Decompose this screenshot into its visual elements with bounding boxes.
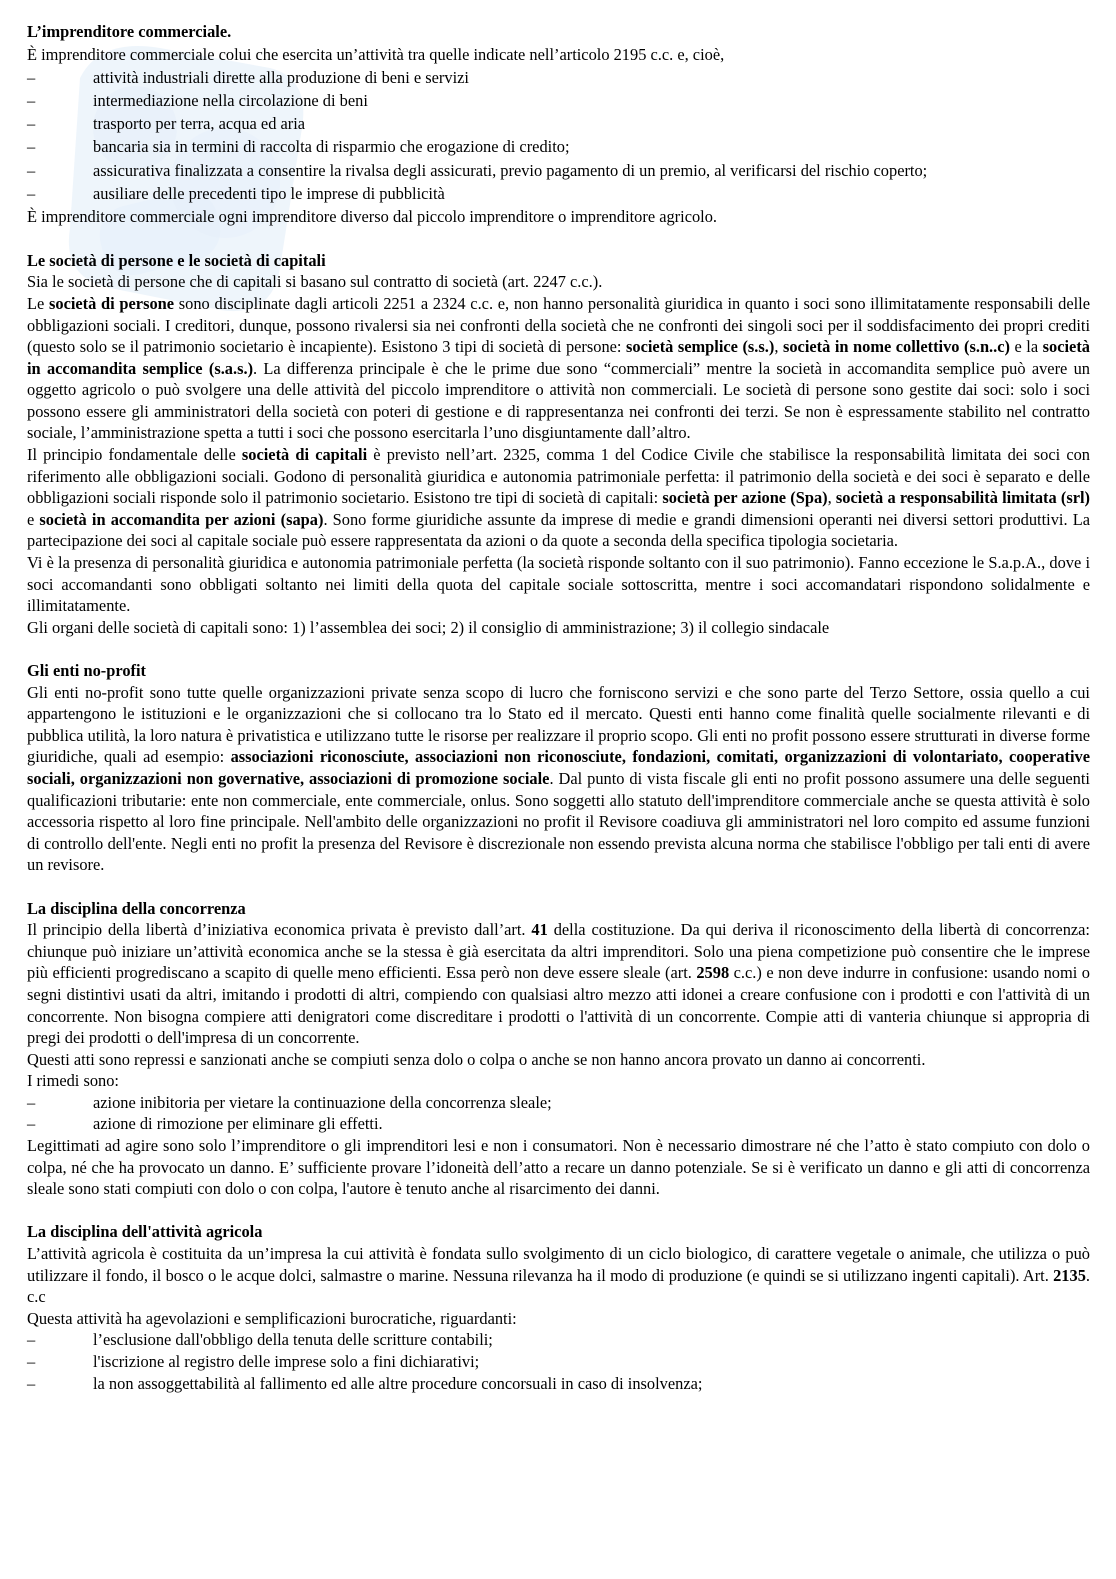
- section-imprenditore-commerciale: [27, 20, 1090, 228]
- bold-term: associazioni riconosciute, associazioni non riconosciute, fondazioni, comitati, organizzazioni di volontariato, cooperative sociali, organizzazioni non governative, associazioni di promozione sociale: [27, 747, 1091, 788]
- paragraph: Gli organi delle società di capitali sono: 1) l’assemblea dei soci; 2) il consiglio di amministrazione; 3) il collegio sindacale: [27, 617, 830, 637]
- paragraph-societa-capitali: [27, 444, 1090, 552]
- section-enti-no-profit: [27, 660, 1090, 876]
- paragraph: Questa attività ha agevolazioni e semplificazioni burocratiche, riguardanti:: [27, 1308, 517, 1328]
- paragraph: Sia le società di persone che di capitali si basano sul contratto di società (art. 2247 c.c.).: [27, 272, 603, 292]
- list-dash: –: [27, 114, 36, 134]
- list-dash: –: [27, 183, 36, 203]
- text-run: sono disciplinate dagli articoli 2251 a 2324 c.c. e, non hanno personalità giuridica in quanto i soci sono illimitatamente responsabili delle obbligazioni sociali. I creditori, dunque, possono rivalersi sia nei confronti della società che ne confronti dei singoli soci per il soddisfacimento dei propri crediti (questo solo se il patrimonio societario è incapiente). Esistono 3 tipi di società di persone:: [27, 293, 1091, 357]
- text-run: . Dal punto di vista fiscale gli enti no profit possono assumere una delle seguenti qualificazioni tributarie: ente non commerciale, ente commerciale, onlus. Sono soggetti allo statuto dell'imprenditore commerciale anche se questa attività è solo accessoria rispetto al loro fine principale. Nell'ambito delle organizzazioni no profit il Revisore coadiuva gli amministratori nel loro compito ed assume funzioni di controllo dell'ente. Negli enti no profit la presenza del Revisore è discrezionale non essendo prevista alcuna norma che stabilisce l'obbligo per tali enti di avere un revisore.: [27, 768, 1090, 875]
- list-item-text: azione inibitoria per vietare la continuazione della concorrenza sleale;: [93, 1092, 552, 1112]
- bold-term: società in accomandita semplice (s.a.s.): [27, 337, 1090, 378]
- list-dash: –: [27, 91, 36, 111]
- text-run: . La differenza principale è che le prime due sono “commerciali” mentre la società in accomandita semplice può avere un oggetto agricolo o può svolgere una delle attività del piccolo imprenditore o attività non commerciali. Le società di persone sono gestite dai soci: solo i soci possono essere gli amministratori della società con poteri di gestione e di rappresentanza nei confronti dei terzi. Se non è espressamente stabilito nel contratto sociale, l’amministrazione spetta a tutti i soci che possono esercitarla l’uno disgiuntamente dall’altro.: [27, 358, 1090, 443]
- list-item: [27, 182, 1090, 205]
- list-item-text: l'iscrizione al registro delle imprese solo a fini dichiarativi;: [93, 1352, 480, 1372]
- section-societa: [27, 250, 1090, 639]
- text-run: L’attività agricola è costituita da un’impresa la cui attività è fondata sullo svolgimento di un ciclo biologico, di carattere vegetale o animale, che utilizza o può utilizzare il fondo, il bosco o le acque dolci, salmastre o marine. Nessuna rilevanza ha il modo di produzione (e quindi se si utilizzano ingenti capitali). Art.: [27, 1244, 1090, 1285]
- paragraph-no-profit: [27, 682, 1090, 876]
- bold-term: società semplice (s.s.): [626, 337, 775, 357]
- bold-term: 41: [531, 920, 548, 940]
- list-dash: –: [27, 160, 36, 180]
- paragraph: Vi è la presenza di personalità giuridica e autonomia patrimoniale perfetta (la società risponde soltanto con il suo patrimonio). Fanno eccezione le S.a.p.A., dove i soci accomandanti sono obbligati soltanto nei limiti della quota del capitale sociale sottoscritta, mentre i soci accomandatari rispondono solidalmente e illimitatamente.: [27, 553, 1090, 616]
- list-dash: –: [27, 1114, 36, 1134]
- text-run: c.c.) e non deve indurre in confusione: usando nomi o segni distintivi usati da altri, imitando i prodotti di altri, compiendo con qualsiasi altro mezzo atti idonei a creare confusione con i prodotti e con l'attività di un concorrente. Non bisogna compiere atti denigratori come discreditare i prodotti o l'attività di un concorrente. Compie atti di vanteria chiunque si appropria di pregi dei prodotti o dell'impresa di un concorrente.: [27, 963, 1090, 1048]
- list-dash: –: [27, 1092, 36, 1112]
- list-item-text: azione di rimozione per eliminare gli effetti.: [93, 1114, 383, 1134]
- list-item: [27, 1092, 1090, 1114]
- bold-term: società di persone: [49, 293, 175, 313]
- list-item: [27, 135, 1090, 158]
- paragraph: È imprenditore commerciale colui che esercita un’attività tra quelle indicate nell’articolo 2195 c.c. e, cioè,: [27, 45, 725, 65]
- list-item-text: intermediazione nella circolazione di beni: [93, 91, 368, 111]
- text-run: Gli enti no-profit sono tutte quelle organizzazioni private senza scopo di lucro che forniscono servizi e che sono parte del Terzo Settore, ossia quello a cui appartengono le istituzioni e le organizzazioni che si collocano tra lo Stato ed il mercato. Questi enti hanno come finalità quelle socialmente rilevanti e di pubblica utilità, la loro natura è privatistica e utilizzano tutte le risorse per realizzare il proprio scopo. Gli enti no profit possono essere strutturati in diverse forme giuridiche, quali ad esempio:: [27, 682, 1090, 767]
- list-item: [27, 112, 1090, 135]
- paragraph: È imprenditore commerciale ogni imprenditore diverso dal piccolo imprenditore o imprenditore agricolo.: [27, 206, 718, 226]
- paragraph: Questi atti sono repressi e sanzionati anche se compiuti senza dolo o colpa o anche se non hanno ancora provato un danno ai concorrenti.: [27, 1049, 926, 1069]
- section-heading: Gli enti no-profit: [27, 661, 146, 681]
- section-heading: L’imprenditore commerciale.: [27, 22, 232, 41]
- text-run: ,: [827, 488, 836, 508]
- list-item-text: attività industriali dirette alla produzione di beni e servizi: [93, 68, 469, 88]
- list-item: [27, 89, 1090, 112]
- list-dash: –: [27, 137, 36, 157]
- list-item-text: la non assoggettabilità al fallimento ed alle altre procedure concorsuali in caso di insolvenza;: [93, 1373, 703, 1393]
- list-item: [27, 159, 1090, 182]
- list-item-text: bancaria sia in termini di raccolta di risparmio che erogazione di credito;: [93, 137, 570, 157]
- list-item-text: trasporto per terra, acqua ed aria: [93, 114, 306, 134]
- list-item-text: l’esclusione dall'obbligo della tenuta delle scritture contabili;: [93, 1330, 493, 1350]
- bold-term: 2135: [1053, 1265, 1086, 1285]
- paragraph-agricola: [27, 1243, 1090, 1308]
- section-heading: La disciplina dell'attività agricola: [27, 1222, 263, 1242]
- text-run: . Sono forme giuridiche assunte da imprese di medie e grandi dimensioni operanti nei diversi settori produttivi. La partecipazione dei soci al capitale sociale può essere rappresentata da azioni o da quote a seconda della specifica tipologia societaria.: [27, 509, 1090, 551]
- bold-term: società in accomandita per azioni (sapa): [39, 509, 324, 529]
- text-run: Il principio fondamentale delle: [27, 445, 242, 465]
- text-run: della costituzione. Da qui deriva il riconoscimento della libertà di concorrenza: chiunque può iniziare un’attività economica anche se la stessa è già esercitata da altri imprenditori. Solo una piena competizione può consentire che le imprese più efficienti progrediscano a scapito di quelle meno efficienti. Essa però non deve essere sleale (art.: [27, 920, 1090, 983]
- list-dash: –: [27, 1352, 36, 1372]
- bold-term: società per azione (Spa): [662, 488, 828, 508]
- list-item: [27, 1373, 1090, 1395]
- section-concorrenza: [27, 898, 1090, 1200]
- section-heading: Le società di persone e le società di capitali: [27, 250, 326, 270]
- list-item-text: ausiliare delle precedenti tipo le imprese di pubblicità: [93, 183, 445, 203]
- list-item: [27, 66, 1090, 89]
- text-run: Le: [27, 293, 49, 313]
- paragraph-societa-persone: [27, 293, 1090, 444]
- text-run: Il principio della libertà d’iniziativa economica privata è previsto dall’art.: [27, 920, 532, 940]
- bold-term: società in nome collettivo (s.n..c): [782, 337, 1010, 357]
- text-run: . c.c: [27, 1265, 1090, 1307]
- paragraph: Legittimati ad agire sono solo l’imprenditore o gli imprenditori lesi e non i consumatori. Non è necessario dimostrare né che l’atto è stato compiuto con dolo o colpa, né che ha provocato un danno. E’ sufficiente provare l’idoneità dell’atto a recare un danno potenziale. Se si è verificato un danno e gli atti di concorrenza sleale sono stati compiuti con dolo o con colpa, l'autore è tenuto anche al risarcimento dei danni.: [27, 1136, 1090, 1199]
- list-dash: –: [27, 1373, 36, 1393]
- list-item: [27, 1351, 1090, 1373]
- paragraph: I rimedi sono:: [27, 1071, 119, 1091]
- list-item: [27, 1329, 1090, 1351]
- section-attivita-agricola: [27, 1221, 1090, 1394]
- list-dash: –: [27, 68, 36, 88]
- section-heading: La disciplina della concorrenza: [27, 898, 246, 918]
- list-item-text: assicurativa finalizzata a consentire la rivalsa degli assicurati, previo pagamento di un premio, al verificarsi del rischio coperto;: [93, 160, 928, 180]
- text-run: e: [27, 509, 40, 529]
- text-run: ,: [774, 337, 783, 357]
- list-item: [27, 1113, 1090, 1135]
- paragraph-concorrenza: [27, 919, 1090, 1049]
- text-run: e la: [1009, 337, 1043, 357]
- bold-term: società di capitali: [241, 445, 368, 465]
- bold-term: 2598: [696, 963, 730, 983]
- document-body: [27, 20, 1090, 1416]
- text-run: è previsto nell’art. 2325, comma 1 del Codice Civile che stabilisce la responsabilità limitata dei soci con riferimento alle obbligazioni sociali. Godono di personalità giuridica e autonomia patrimoniale perfetta: il patrimonio della società e dei soci è separato e delle obbligazioni sociali risponde solo il patrimonio societario. Esistono tre tipi di società di capitali:: [27, 445, 1090, 508]
- list-dash: –: [27, 1330, 36, 1350]
- bold-term: società a responsabilità limitata (srl): [835, 488, 1091, 508]
